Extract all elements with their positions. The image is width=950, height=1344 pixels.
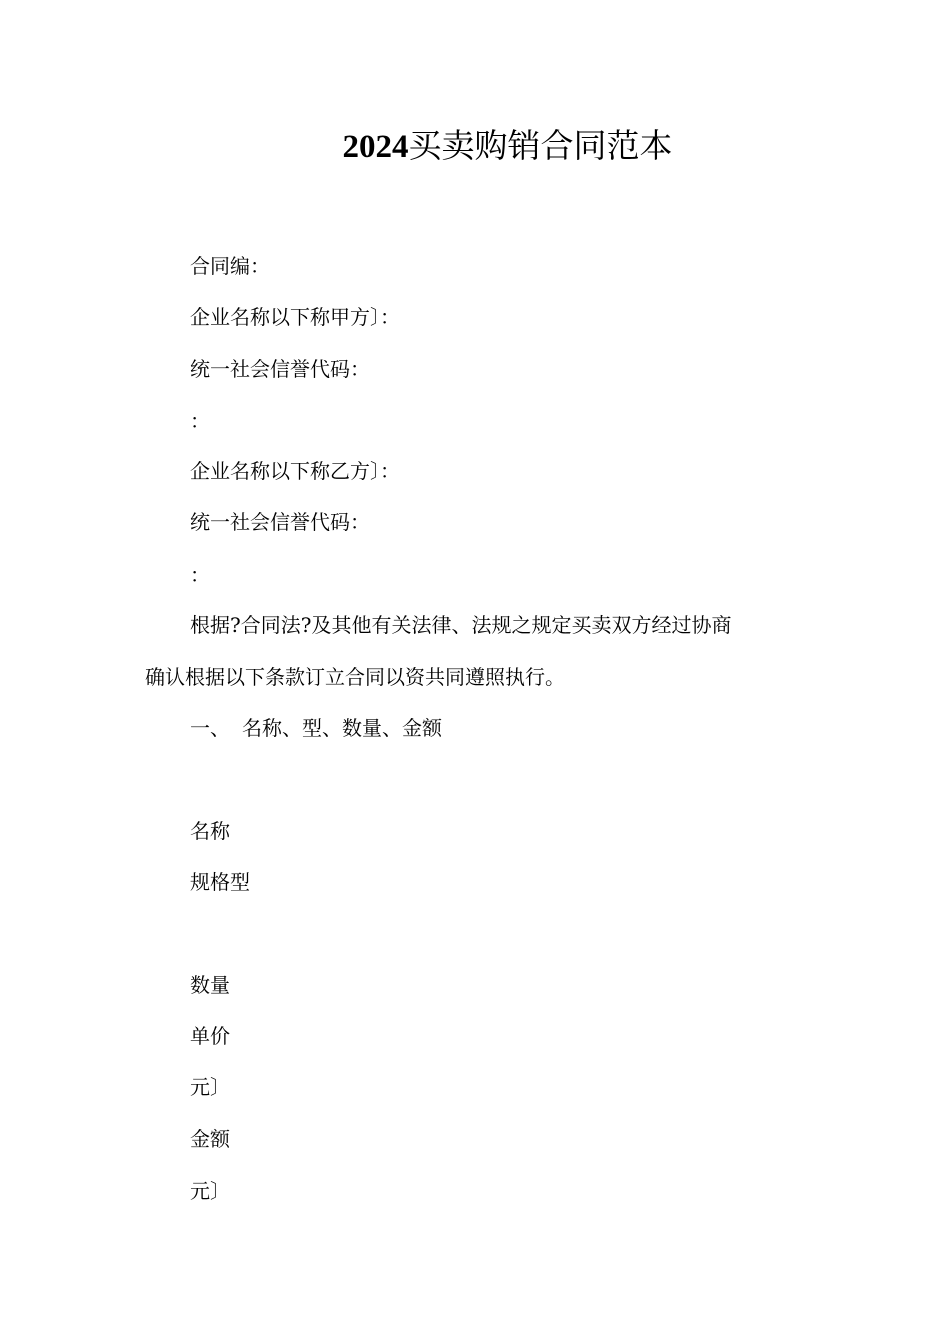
- document-title: [0, 118, 950, 175]
- party-a-credit-code-line: 统一社会信誉代码：: [190, 357, 370, 381]
- title-year: 2024: [342, 129, 409, 165]
- party-b-colon-line: ：: [190, 563, 210, 587]
- column-quantity-label: 数量: [190, 973, 230, 997]
- preamble-paragraph-line-1: 根据?合同法?及其他有关法律、法规之规定买卖双方经过协商: [190, 613, 732, 637]
- party-b-credit-code-line: 统一社会信誉代码：: [190, 510, 370, 534]
- column-unit-price-unit: 元〕: [190, 1075, 230, 1099]
- column-unit-price-label: 单价: [190, 1024, 230, 1048]
- section-1-number: 一、: [190, 716, 230, 740]
- contract-number-line: 合同编：: [190, 254, 270, 278]
- section-1-title: 名称、型、数量、金额: [242, 716, 442, 740]
- preamble-paragraph-line-2: 确认根据以下条款订立合同以资共同遵照执行。: [145, 665, 565, 689]
- column-amount-unit: 元〕: [190, 1179, 230, 1203]
- title-text: 买卖购销合同范本: [408, 126, 673, 165]
- column-amount-label: 金额: [190, 1127, 230, 1151]
- party-b-name-line: 企业名称以下称乙方〕：: [190, 459, 400, 483]
- party-a-colon-line: ：: [190, 409, 210, 433]
- column-spec-label: 规格型: [190, 870, 250, 894]
- party-a-name-line: 企业名称以下称甲方〕：: [190, 305, 400, 329]
- column-name-label: 名称: [190, 819, 230, 843]
- section-1-heading: [190, 712, 442, 744]
